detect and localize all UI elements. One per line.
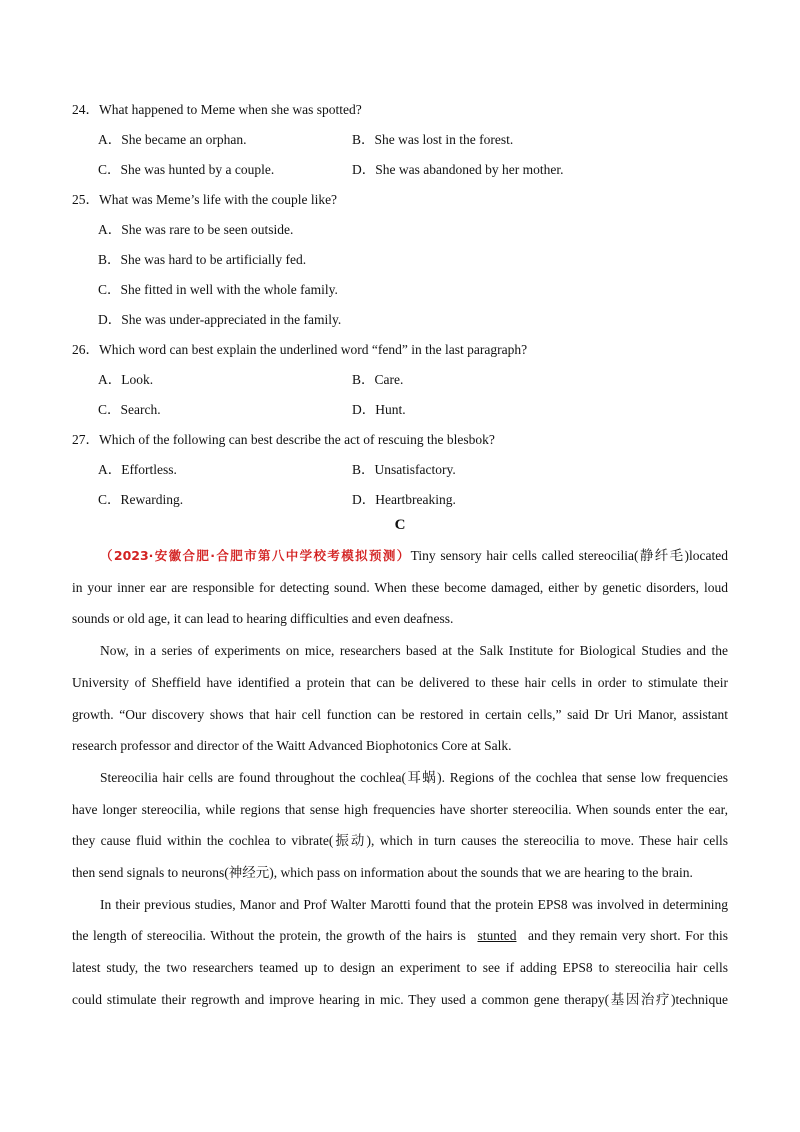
passage-line: growth. “Our discovery shows that hair cell function can be restored in certain cells,” said Dr Uri Manor, assistant [72,706,728,722]
passage-line [72,540,728,572]
passage-text: the length of stereocilia. Without the protein, the growth of the hairs is [72,928,466,944]
question-26-option-b: B．Care. [352,372,404,387]
question-26-option-d: D．Hunt. [352,402,406,417]
question-27-option-a: A．Effortless. [98,462,177,477]
question-25-option-c: C．She fitted in well with the whole family. [98,282,338,297]
passage-line: Now, in a series of experiments on mice, researchers based at the Salk Institute for Biological Studies and the [100,643,728,659]
passage-line: In their previous studies, Manor and Prof Walter Marotti found that the protein EPS8 was involved in determining [100,896,728,912]
passage-text: and they remain very short. For this [528,928,728,944]
question-27-stem: 27．Which of the following can best describe the act of rescuing the blesbok? [72,432,495,447]
passage-line: have longer stereocilia, while regions that sense high frequencies have shorter stereocilia. When sounds enter the ear, [72,801,728,817]
passage-line: in your inner ear are responsible for detecting sound. When these become damaged, either by genetic disorders, loud [72,579,728,595]
passage-paragraph-2 [72,635,728,762]
reading-passage [72,540,728,1016]
question-24-stem: 24．What happened to Meme when she was spotted? [72,102,362,117]
passage-line: they cause fluid within the cochlea to vibrate(振动), which in turn causes the stereocilia to move. These hair cells [72,833,728,849]
question-27-option-b: B．Unsatisfactory. [352,462,456,477]
passage-line: latest study, the two researchers teamed up to design an experiment to see if adding EPS8 to stereocilia hair cells [72,960,728,976]
question-25-stem: 25．What was Meme’s life with the couple like? [72,192,338,207]
passage-paragraph-1 [72,540,728,635]
question-24-option-b: B．She was lost in the forest. [352,132,514,147]
question-26-stem: 26．Which word can best explain the underlined word “fend” in the last paragraph? [72,342,528,357]
passage-line: research professor and director of the Waitt Advanced Biophotonics Core at Salk. [72,738,512,754]
question-27-option-c: C．Rewarding. [98,492,184,507]
passage-line: Stereocilia hair cells are found throughout the cochlea(耳蜗). Regions of the cochlea that sense low frequencies [100,769,728,785]
question-25-option-b: B．She was hard to be artificially fed. [98,252,307,267]
question-24-option-a: A．She became an orphan. [98,132,247,147]
source-tag: （2023·安徽合肥·合肥市第八中学校考模拟预测） [100,548,411,563]
question-27-option-d: D．Heartbreaking. [352,492,456,507]
passage-paragraph-4 [72,889,728,1016]
question-24-option-d: D．She was abandoned by her mother. [352,162,564,177]
question-24-option-c: C．She was hunted by a couple. [98,162,275,177]
question-25-option-d: D．She was under-appreciated in the family. [98,312,342,327]
section-heading: C [394,517,406,533]
passage-line: University of Sheffield have identified a protein that can be delivered to these hair cells in order to stimulate their [72,674,728,690]
question-26-option-c: C．Search. [98,402,161,417]
passage-line: could stimulate their regrowth and improve hearing in mic. They used a common gene therapy(基因治疗)technique [72,991,728,1007]
passage-line: sounds or old age, it can lead to hearing difficulties and even deafness. [72,611,454,627]
passage-line: then send signals to neurons(神经元), which pass on information about the sounds that we are hearing to the brain. [72,865,693,881]
passage-text: Tiny sensory hair cells called stereocilia(静纤毛)located [410,548,728,563]
question-25-option-a: A．She was rare to be seen outside. [98,222,294,237]
passage-line [72,920,728,952]
passage-paragraph-3 [72,762,728,889]
underlined-word-stunted: stunted [477,928,517,944]
question-26-option-a: A．Look. [98,372,154,387]
